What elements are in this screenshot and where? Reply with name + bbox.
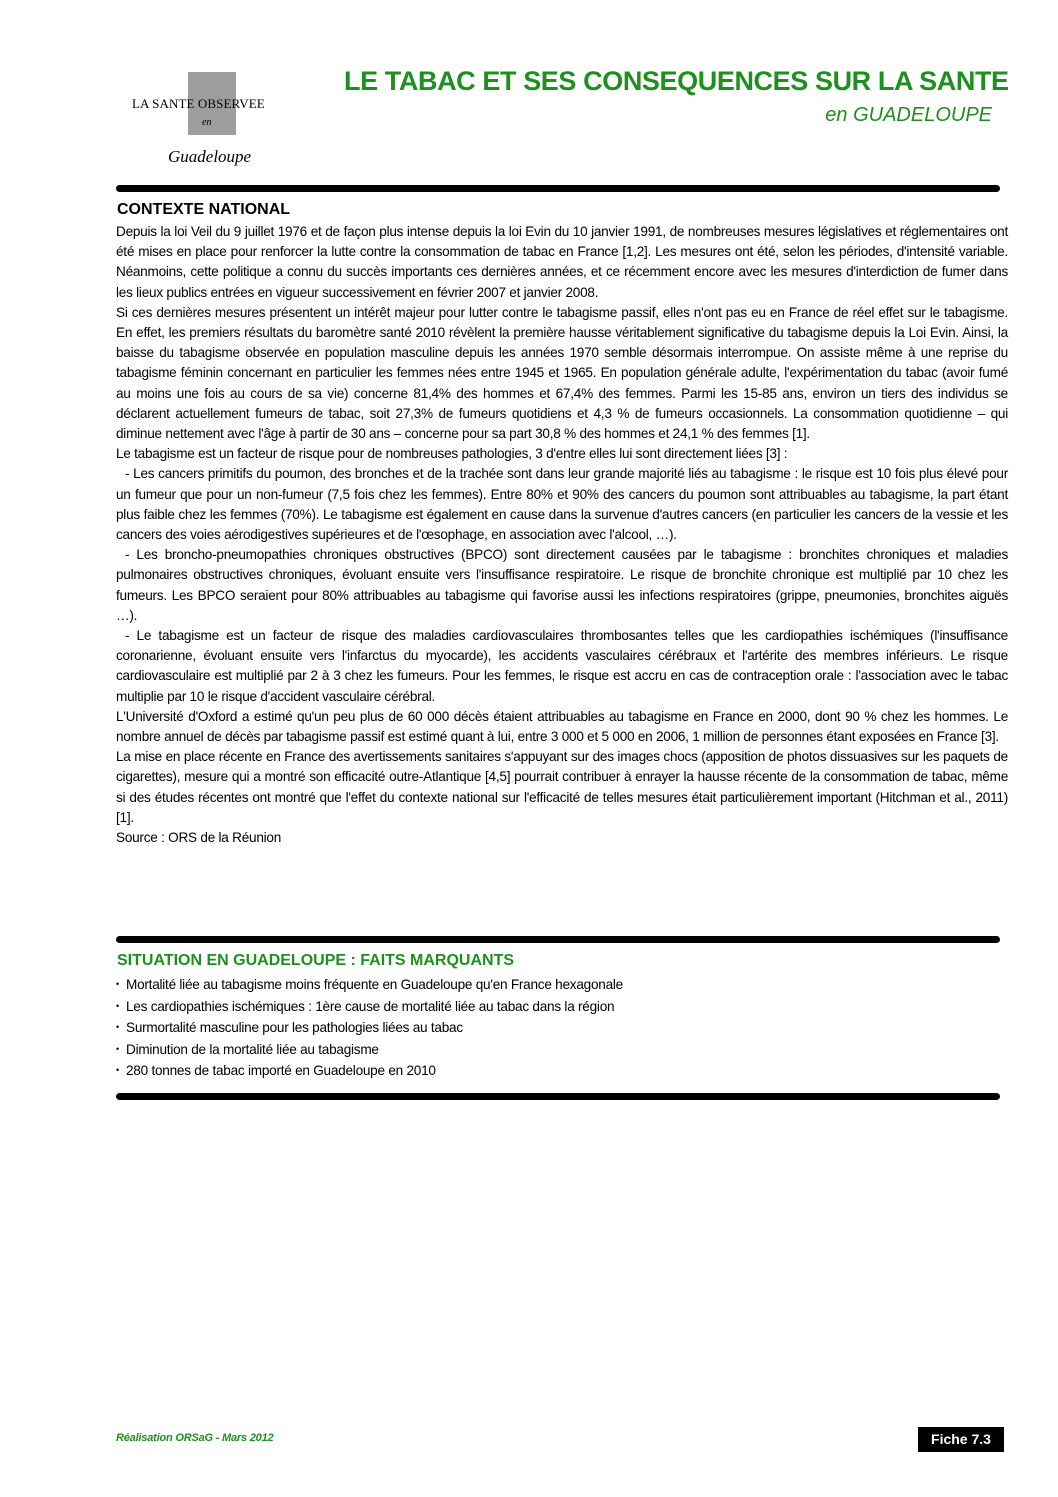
section-divider: [116, 936, 1000, 943]
key-facts-list: [116, 974, 996, 1082]
logo-text-line2: en: [202, 117, 212, 128]
bottom-divider: [116, 1093, 1000, 1100]
list-item-text: Les cardiopathies ischémiques : 1ère cause de mortalité liée au tabac dans la région: [126, 998, 615, 1014]
paragraph: La mise en place récente en France des avertissements sanitaires s'appuyant sur des images chocs (apposition de photos dissuasives sur les paquets de cigarettes), mesure qui a montré son efficacité outre-Atlantique [4,5] pourrait contribuer à enrayer la hausse récente de la consommation de tabac, même si des études récentes ont montré que l'effet du contexte national sur l'efficacité de telles mesures était particulièrement important (Hitchman et al., 2011) [1].: [116, 749, 1008, 825]
list-item: [116, 1060, 996, 1082]
list-item-text: Mortalité liée au tabagisme moins fréquente en Guadeloupe qu'en France hexagonale: [126, 977, 623, 992]
header-divider: [116, 185, 1000, 192]
list-item: [116, 996, 996, 1018]
page-subtitle: en GUADELOUPE: [825, 104, 992, 126]
list-item-text: Diminution de la mortalité liée au tabagisme: [126, 1041, 379, 1057]
list-item-text: 280 tonnes de tabac importé en Guadeloupe en 2010: [126, 1063, 436, 1078]
bullet-icon: •: [116, 979, 119, 989]
bullet-icon: •: [116, 1022, 119, 1032]
paragraph: Le tabagisme est un facteur de risque pour de nombreuses pathologies, 3 d'entre elles lui sont directement liées [3] :: [116, 446, 788, 462]
list-item: [116, 1017, 996, 1039]
paragraph: - Le tabagisme est un facteur de risque des maladies cardiovasculaires thrombosantes telles que les cardiopathies ischémiques (l'insuffisance coronarienne, évoluant ensuite vers l'infarctus du myocarde), les accidents vasculaires cérébraux et l'artérite des membres inférieurs. Le risque cardiovasculaire est multiplié par 2 à 3 chez les fumeurs. Pour les femmes, le risque est accru en cas de contraception orale : l'association avec le tabac multiplie par 10 le risque d'accident vasculaire cérébral.: [116, 628, 1008, 704]
source-note: Source : ORS de la Réunion: [116, 830, 282, 846]
fiche-number-badge: Fiche 7.3: [918, 1427, 1004, 1452]
list-item: [116, 974, 996, 996]
section-heading-situation: SITUATION EN GUADELOUPE : FAITS MARQUANTS: [117, 952, 515, 969]
section-heading-context: CONTEXTE NATIONAL: [117, 201, 291, 218]
bullet-icon: •: [116, 1065, 119, 1075]
paragraph: L'Université d'Oxford a estimé qu'un peu plus de 60 000 décès étaient attribuables au tabagisme en France en 2000, dont 90 % chez les hommes. Le nombre annuel de décès par tabagisme passif est estimé quant à lui, entre 3 000 et 5 000 en 2006, 1 million de personnes étant exposées en France [3].: [116, 708, 1008, 745]
paragraph: Si ces dernières mesures présentent un intérêt majeur pour lutter contre le tabagisme passif, elles n'ont pas eu en France de réel effet sur le tabagisme. En effet, les premiers résultats du baromètre santé 2010 révèlent la première hausse véritablement significative du tabagisme depuis la Loi Evin. Ainsi, la baisse du tabagisme observée en population masculine depuis les années 1970 semble désormais interrompue. On assiste même à une reprise du tabagisme féminin concernant en particulier les femmes nées entre 1945 et 1965. En population générale adulte, l'expérimentation du tabac (avoir fumé au moins une fois au cours de sa vie) concerne 81,4% des hommes et 67,4% des femmes. Parmi les 15-85 ans, environ un tiers des individus se déclarent actuellement fumeurs de tabac, soit 27,3% de fumeurs quotidiens et 4,3 % de fumeurs occasionnels. La consommation quotidienne – qui diminue nettement avec l'âge à partir de 30 ans – concerne pour sa part 30,8 % des hommes et 24,1 % des femmes [1].: [116, 304, 1008, 442]
paragraph: - Les broncho-pneumopathies chroniques obstructives (BPCO) sont directement causées par le tabagisme : bronchites chroniques et maladies pulmonaires obstructives chroniques, évoluant ensuite vers l'insuffisance respiratoire. Le risque de bronchite chronique est multiplié par 10 chez les fumeurs. Les BPCO seraient pour 80% attribuables au tabagisme qui favorise aussi les infections respiratoires (grippe, pneumonies, bronchites aiguës …).: [116, 547, 1008, 623]
list-item: [116, 1039, 996, 1061]
paragraph: Depuis la loi Veil du 9 juillet 1976 et de façon plus intense depuis la loi Evin du 10 janvier 1991, de nombreuses mesures législatives et réglementaires ont été mises en place pour renforcer la lutte contre la consommation de tabac en France [1,2]. Les mesures ont été, selon les périodes, d'intensité variable. Néanmoins, cette politique a connu du succès importants ces dernières années, et ce récemment encore avec les mesures d'interdiction de fumer dans les lieux publics entrées en vigueur successivement en février 2007 et janvier 2008.: [116, 224, 1008, 300]
bullet-icon: •: [116, 1000, 119, 1011]
paragraph: - Les cancers primitifs du poumon, des bronches et de la trachée sont dans leur grande majorité liés au tabagisme : le risque est 10 fois plus élevé pour un fumeur que pour un non-fumeur (7,5 fois chez les femmes). Entre 80% et 90% des cancers du poumon sont attribuables au tabagisme, la part étant plus faible chez les femmes (70%). Le tabagisme est également en cause dans la survenue d'autres cancers (en particulier les cancers de la vessie et les cancers des voies aérodigestives supérieures et de l'œsophage, en association avec l'alcool, …).: [116, 466, 1008, 543]
ors-logo: [120, 70, 290, 170]
context-body: [116, 222, 1008, 848]
page-title: LE TABAC ET SES CONSEQUENCES SUR LA SANTE: [344, 66, 1009, 96]
list-item-text: Surmortalité masculine pour les pathologies liées au tabac: [126, 1020, 463, 1035]
bullet-icon: •: [116, 1043, 119, 1054]
footer-credit: Réalisation ORSaG - Mars 2012: [116, 1432, 274, 1444]
logo-text-line3: Guadeloupe: [168, 147, 252, 166]
logo-text-line1: LA SANTE OBSERVEE: [132, 96, 265, 111]
